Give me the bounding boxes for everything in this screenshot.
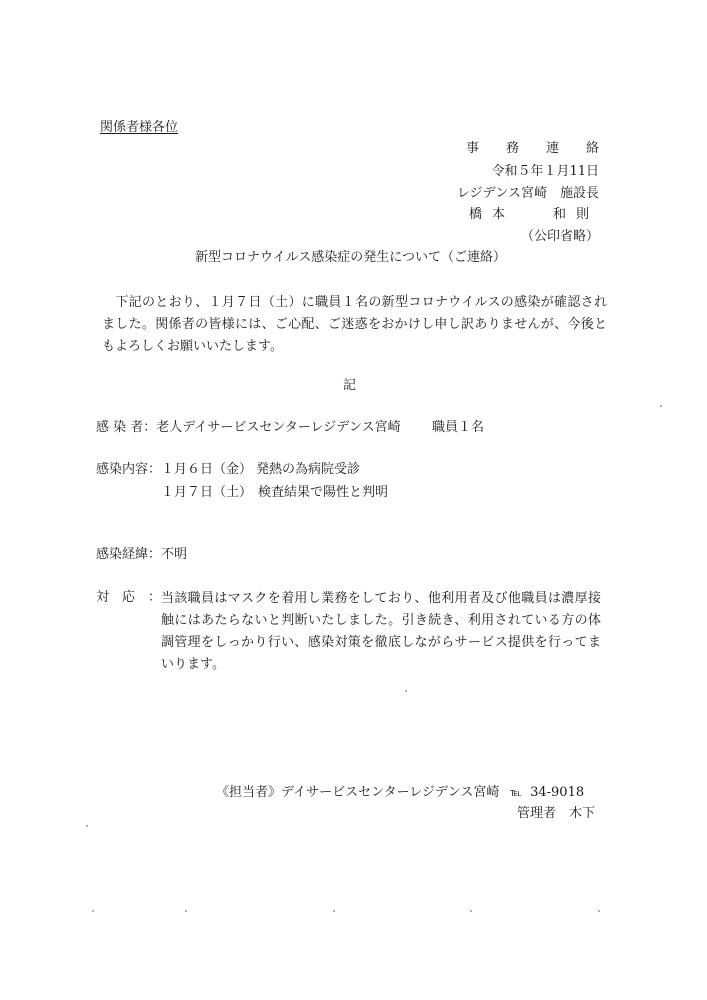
sender-given-name: 和則: [552, 207, 599, 222]
route-value: 不明: [161, 547, 188, 562]
body-paragraph: [102, 292, 607, 358]
sender-name: [469, 207, 599, 223]
scan-speck: [92, 910, 94, 912]
contact-tel: [510, 785, 584, 801]
contact-line: [216, 785, 585, 801]
infected-count: 職員１名: [432, 420, 485, 435]
scan-speck: [598, 910, 600, 912]
ki-heading: 記: [343, 378, 357, 393]
document-type: 事務連絡: [465, 141, 626, 156]
scan-speck: [333, 910, 335, 912]
scan-speck: [86, 825, 88, 827]
scan-speck: [405, 690, 407, 692]
contact-label: 《担当者》デイサービスセンターレジデンス宮崎: [216, 785, 500, 800]
response-text: 当該職員はマスクを着用し業務をしており、他利用者及び他職員は濃厚接触にはあたらないと判断いたしました。引き続き、利用されている方の体調管理をしっかり行い、感染対策を徹底しながらサービス提供を行ってまいります。: [161, 591, 601, 672]
response-label-row: [96, 590, 162, 606]
tel-number: 34-9018: [530, 785, 585, 800]
infected-row: [96, 420, 485, 436]
infected-label: 感 染 者：: [96, 420, 157, 435]
manager-line: 管理者 木下: [516, 806, 595, 821]
issue-date: 令和５年１月11日: [491, 164, 599, 179]
sender-family-name: 橋本: [468, 207, 515, 222]
content-label: 感染内容：: [96, 462, 162, 477]
content-row: [96, 462, 361, 478]
content-row: [161, 485, 389, 501]
document-title: 新型コロナウイルス感染症の発生について（ご連絡）: [195, 250, 506, 265]
scan-speck: [660, 405, 662, 407]
route-label: 感染経緯：: [96, 547, 162, 562]
addressee: 関係者様各位: [100, 120, 179, 135]
response-label: 対 応: [96, 590, 136, 605]
content-date: １月６日（金）: [161, 462, 253, 477]
content-date: １月７日（土）: [161, 485, 253, 500]
body-text: 下記のとおり、１月７日（土）に職員１名の新型コロナウイルスの感染が確認されました。関係者の皆様には、ご心配、ご迷惑をおかけし申し訳ありませんが、今後ともよろしくお願いいたします。: [102, 295, 607, 354]
route-row: [96, 547, 187, 563]
seal-omitted-note: （公印省略）: [520, 229, 599, 244]
sender-organization: レジデンス宮崎 施設長: [456, 186, 599, 201]
infected-facility: 老人デイサービスセンターレジデンス宮崎: [156, 420, 401, 435]
scan-speck: [185, 910, 187, 912]
content-description: 発熱の為病院受診: [256, 462, 361, 477]
scan-speck: [470, 910, 472, 912]
phone-icon: ℡: [510, 786, 522, 799]
response-colon: ：: [148, 590, 162, 605]
content-description: 検査結果で陽性と判明: [258, 485, 389, 500]
